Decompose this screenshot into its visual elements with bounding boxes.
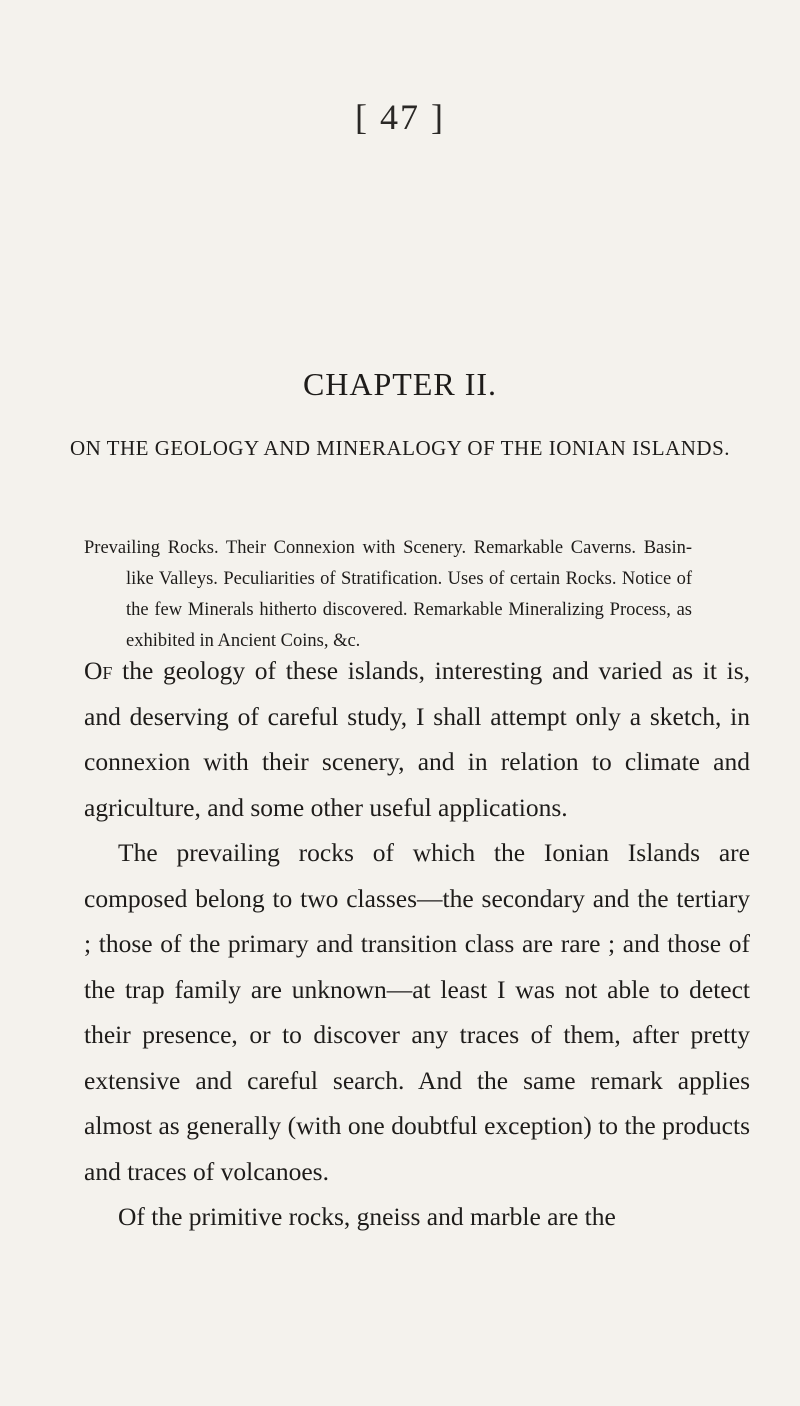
paragraph-2 [84, 830, 750, 1194]
section-title: ON THE GEOLOGY AND MINERALOGY OF THE IONIAN ISLANDS. [69, 436, 731, 460]
paragraph-text: Of the primitive rocks, gneiss and marble are the [118, 1202, 616, 1231]
page-number: [ 47 ] [355, 97, 445, 137]
paragraph-3 [84, 1194, 750, 1240]
chapter-summary: Prevailing Rocks. Their Connexion with Scenery. Remarkable Caverns. Basin-like Valleys. Peculiarities of Stratification. Uses of certain Rocks. Notice of the few Minerals hitherto discovered. Remarkable Mineralizing Process, as exhibited in Ancient Coins, &c. [84, 538, 692, 651]
lead-word: Of [84, 656, 113, 685]
paragraph-text: The prevailing rocks of which the Ionian Islands are composed belong to two classes—the secondary and the tertiary ; those of the primary and transition class are rare ; and those of the trap family are unknown—at least I was not able to detect their presence, or to discover any traces of them, after pretty extensive and careful search. And the same remark applies almost as generally (with one doubtful exception) to the products and traces of volcanoes. [84, 838, 750, 1186]
body-text [84, 648, 750, 1240]
paragraph-1 [84, 648, 750, 830]
paragraph-text: the geology of these islands, interesting and varied as it is, and deserving of careful study, I shall attempt only a sketch, in connexion with their scenery, and in relation to climate and agriculture, and some other useful applications. [84, 656, 750, 822]
chapter-title: CHAPTER II. [302, 366, 498, 402]
